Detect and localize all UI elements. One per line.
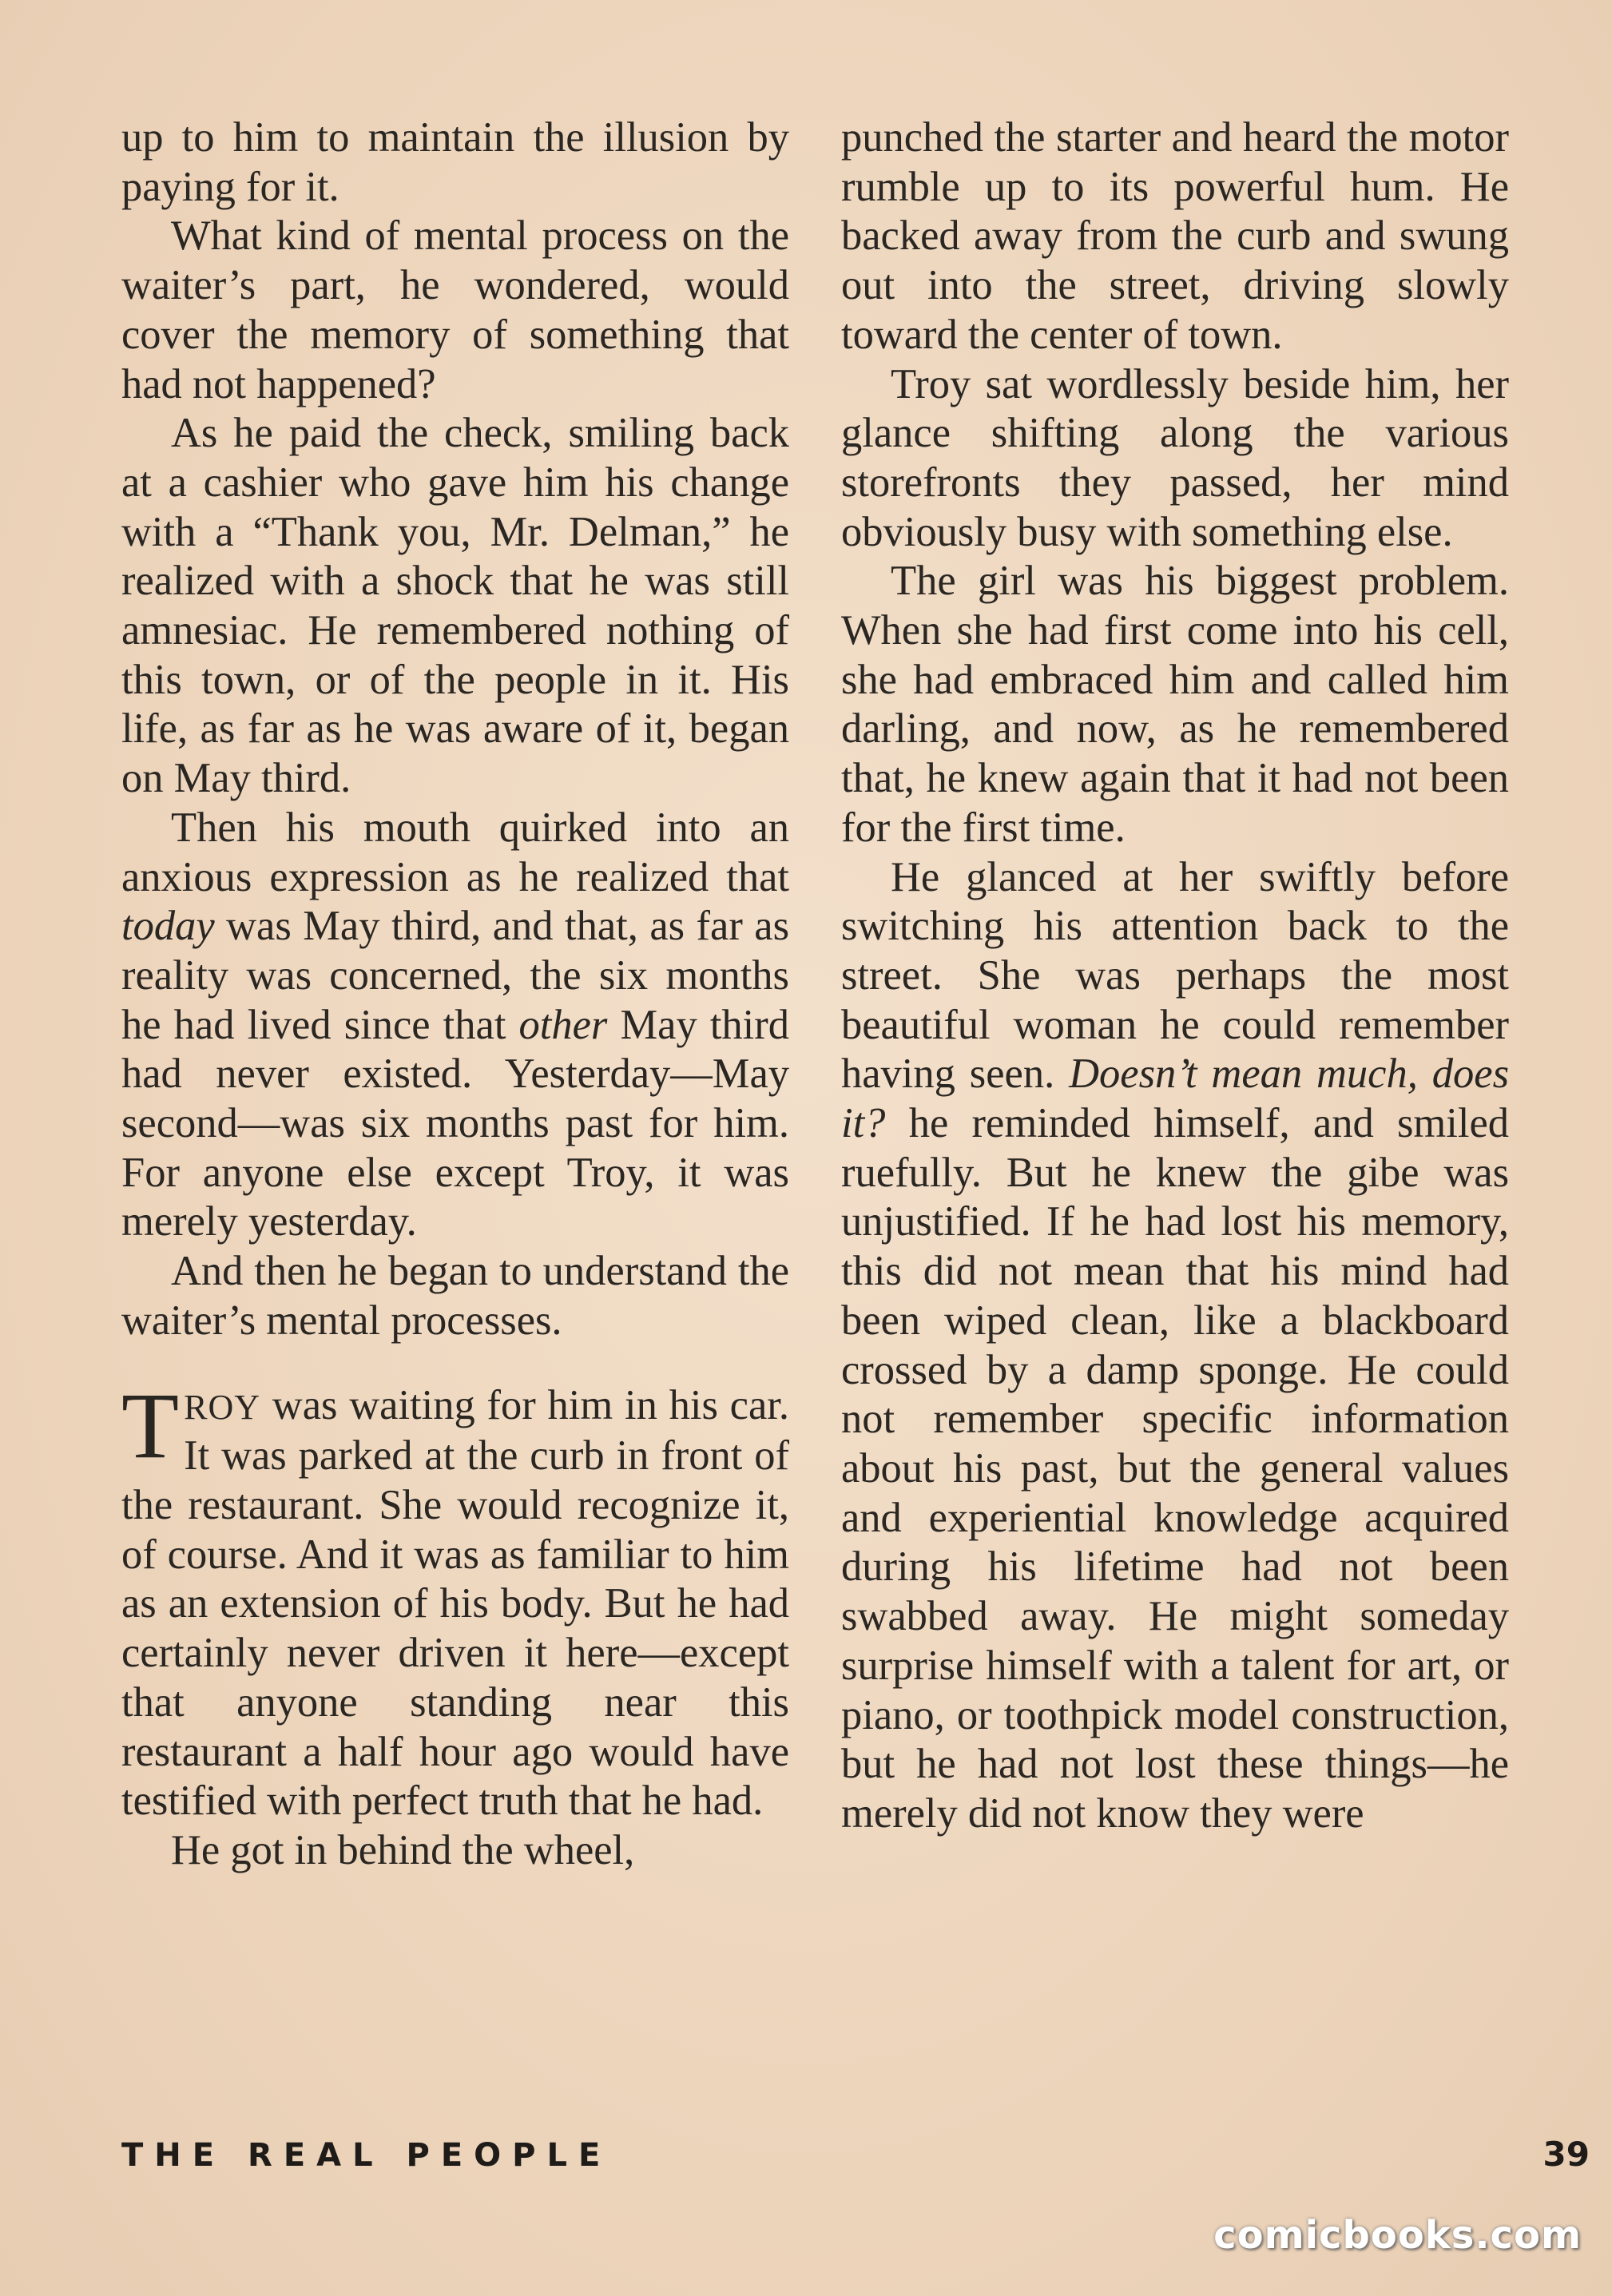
paragraph: [841, 853, 1509, 1839]
paragraph: As he paid the check, smiling back at a cashier who gave him his change with a “Thank you, Mr. Delman,” he realized with a shock that he was still amnesiac. He remembered nothing of this town, or of the people in it. His life, as far as he was aware of it, began on May third.: [121, 410, 789, 802]
text-run: He glanced at her swiftly before switching his attention back to the street. She was perhaps the most beautiful woman he could remember having seen.: [841, 853, 1509, 1098]
italic-text: other: [518, 1001, 608, 1048]
watermark: comicbooks.com: [1213, 2213, 1582, 2258]
text-run: May third had never existed. Yesterday—May second—was six months past for him. For anyone else except Troy, it was merely yesterday.: [121, 1001, 789, 1245]
paragraph: [121, 804, 789, 1247]
text-run: was May third, and that, as far as reality was concerned, the six months he had lived since that: [121, 903, 790, 1048]
text-run: he reminded himself, and smiled ruefully. But he knew the gibe was unjustified. If he had lost his memory, this did not mean that his mind had been wiped clean, like a blackboard crossed by a damp sponge. He could not remember specific information about his past, but the general values and experiential knowledge acquired during his lifetime had not been swabbed away. He might someday surprise himself with a talent for art, or piano, or toothpick model construction, but he had not lost these things—he merely did not know they were: [841, 1100, 1509, 1837]
paragraph: up to him to maintain the illusion by paying for it.: [121, 114, 789, 210]
paragraph: punched the starter and heard the motor rumble up to its powerful hum. He backed away from the curb and swung out into the street, driving slowly toward the center of town.: [841, 114, 1509, 358]
italic-text: today: [121, 903, 215, 950]
section-opening-paragraph: [121, 1372, 789, 1826]
text-run: Then his mouth quirked into an anxious expression as he realized that: [121, 804, 789, 900]
italic-text: Doesn’t mean much, does it?: [841, 1051, 1509, 1147]
paragraph: He got in behind the wheel,: [171, 1826, 635, 1873]
running-title: THE REAL PEOPLE: [121, 2137, 612, 2174]
paragraph: Troy sat wordlessly beside him, her glance shifting along the various storefronts they passed, her mind obviously busy with something else.: [841, 360, 1509, 555]
left-text-column: [121, 113, 789, 1876]
text-run: was waiting for him in his car. It was parked at the curb in front of the restaurant. She would recognize it, of course. And it was as familiar to him as an extension of his body. But he had certainly never driven it here—except that anyone standing near this restaurant a half hour ago would have testified with perfect truth that he had.: [121, 1381, 789, 1825]
small-caps-text: ROY: [184, 1387, 260, 1427]
right-text-column: [841, 113, 1509, 1839]
drop-cap: T: [121, 1372, 180, 1478]
page-number: 39: [1543, 2135, 1590, 2174]
paragraph: What kind of mental process on the waiter’s part, he wondered, would cover the memory of something that had not happened?: [121, 213, 789, 407]
paragraph: And then he began to understand the waiter’s mental processes.: [121, 1248, 789, 1344]
paragraph: The girl was his biggest problem. When she had first come into his cell, she had embraced him and called him darling, and now, as he remembered that, he knew again that it had not been for the first time.: [841, 558, 1509, 851]
